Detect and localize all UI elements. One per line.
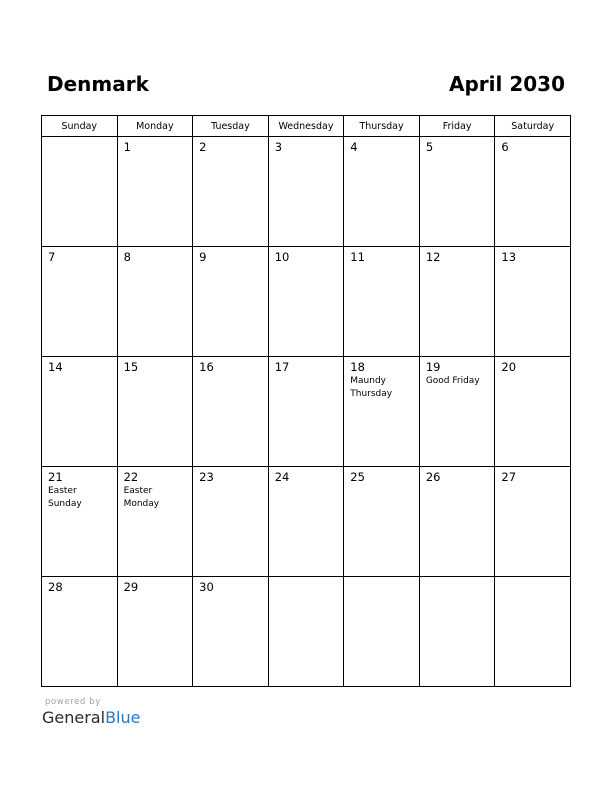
day-cell: [344, 577, 420, 687]
day-number: 25: [350, 470, 365, 484]
day-number: 10: [274, 250, 290, 264]
week-row: [42, 577, 571, 687]
day-cell: [268, 247, 344, 357]
day-number: 1: [123, 140, 131, 154]
day-number: 9: [199, 250, 207, 264]
day-cell: [193, 357, 269, 467]
weekday-header: Sunday: [42, 116, 118, 137]
day-number: 28: [48, 580, 63, 594]
day-number: 22: [123, 470, 139, 484]
day-cell: [495, 577, 571, 687]
day-number: 26: [425, 470, 441, 484]
day-number: 11: [350, 250, 365, 264]
weekday-header: Thursday: [344, 116, 420, 137]
day-number: 21: [48, 470, 63, 484]
holiday-label: Maundy Thursday: [350, 376, 393, 399]
powered-by-text: powered by: [45, 697, 101, 707]
day-number: 13: [501, 250, 517, 264]
day-cell: [419, 577, 495, 687]
day-cell: [193, 577, 269, 687]
weekday-header: Friday: [419, 116, 495, 137]
day-cell: [495, 137, 571, 247]
calendar-grid: [41, 115, 571, 687]
day-cell: [42, 357, 118, 467]
weekday-header: Saturday: [495, 116, 571, 137]
day-cell: [419, 357, 495, 467]
footer-branding: [42, 697, 140, 728]
day-cell: [42, 137, 118, 247]
holiday-label: Good Friday: [425, 376, 480, 386]
day-cell: [495, 357, 571, 467]
day-cell: [344, 467, 420, 577]
day-cell: [268, 137, 344, 247]
day-cell: [344, 137, 420, 247]
day-cell: [344, 247, 420, 357]
day-number: 15: [123, 360, 139, 374]
country-title: Denmark: [47, 72, 149, 96]
day-number: 4: [350, 140, 358, 154]
weekday-header: Wednesday: [268, 116, 344, 137]
month-title: April 2030: [449, 72, 565, 96]
day-cell: [42, 577, 118, 687]
day-cell: [117, 247, 193, 357]
brand-name-general: General: [42, 708, 106, 727]
day-cell: [117, 577, 193, 687]
day-number: 27: [501, 470, 517, 484]
day-cell: [268, 577, 344, 687]
holiday-label: Easter Monday: [123, 486, 160, 509]
day-cell: [117, 467, 193, 577]
day-number: 17: [274, 360, 290, 374]
day-number: 30: [199, 580, 214, 594]
day-number: 29: [123, 580, 139, 594]
holiday-label: Easter Sunday: [48, 486, 82, 509]
day-number: 14: [48, 360, 63, 374]
day-cell: [419, 467, 495, 577]
day-number: 2: [199, 140, 207, 154]
day-number: 23: [199, 470, 214, 484]
day-number: 16: [199, 360, 214, 374]
day-cell: [344, 357, 420, 467]
day-cell: [42, 467, 118, 577]
day-cell: [268, 467, 344, 577]
day-number: 6: [501, 140, 509, 154]
day-cell: [193, 247, 269, 357]
day-cell: [117, 137, 193, 247]
day-number: 7: [48, 250, 56, 264]
brand-name-blue: Blue: [105, 708, 141, 727]
weekday-header: Monday: [117, 116, 193, 137]
day-number: 20: [501, 360, 517, 374]
day-number: 8: [123, 250, 131, 264]
day-number: 3: [274, 140, 283, 154]
day-number: 5: [425, 140, 434, 154]
day-cell: [42, 247, 118, 357]
day-number: 24: [274, 470, 290, 484]
day-number: 18: [350, 360, 365, 374]
day-cell: [268, 357, 344, 467]
week-row: [42, 137, 571, 247]
day-cell: [193, 467, 269, 577]
day-cell: [117, 357, 193, 467]
weekday-header-row: [42, 116, 571, 137]
day-cell: [193, 137, 269, 247]
day-number: 12: [425, 250, 441, 264]
week-row: [42, 467, 571, 577]
day-cell: [419, 247, 495, 357]
day-number: 19: [425, 360, 441, 374]
weekday-header: Tuesday: [193, 116, 269, 137]
week-row: [42, 357, 571, 467]
day-cell: [419, 137, 495, 247]
week-row: [42, 247, 571, 357]
day-cell: [495, 247, 571, 357]
brand-logo: [42, 708, 140, 728]
day-cell: [495, 467, 571, 577]
